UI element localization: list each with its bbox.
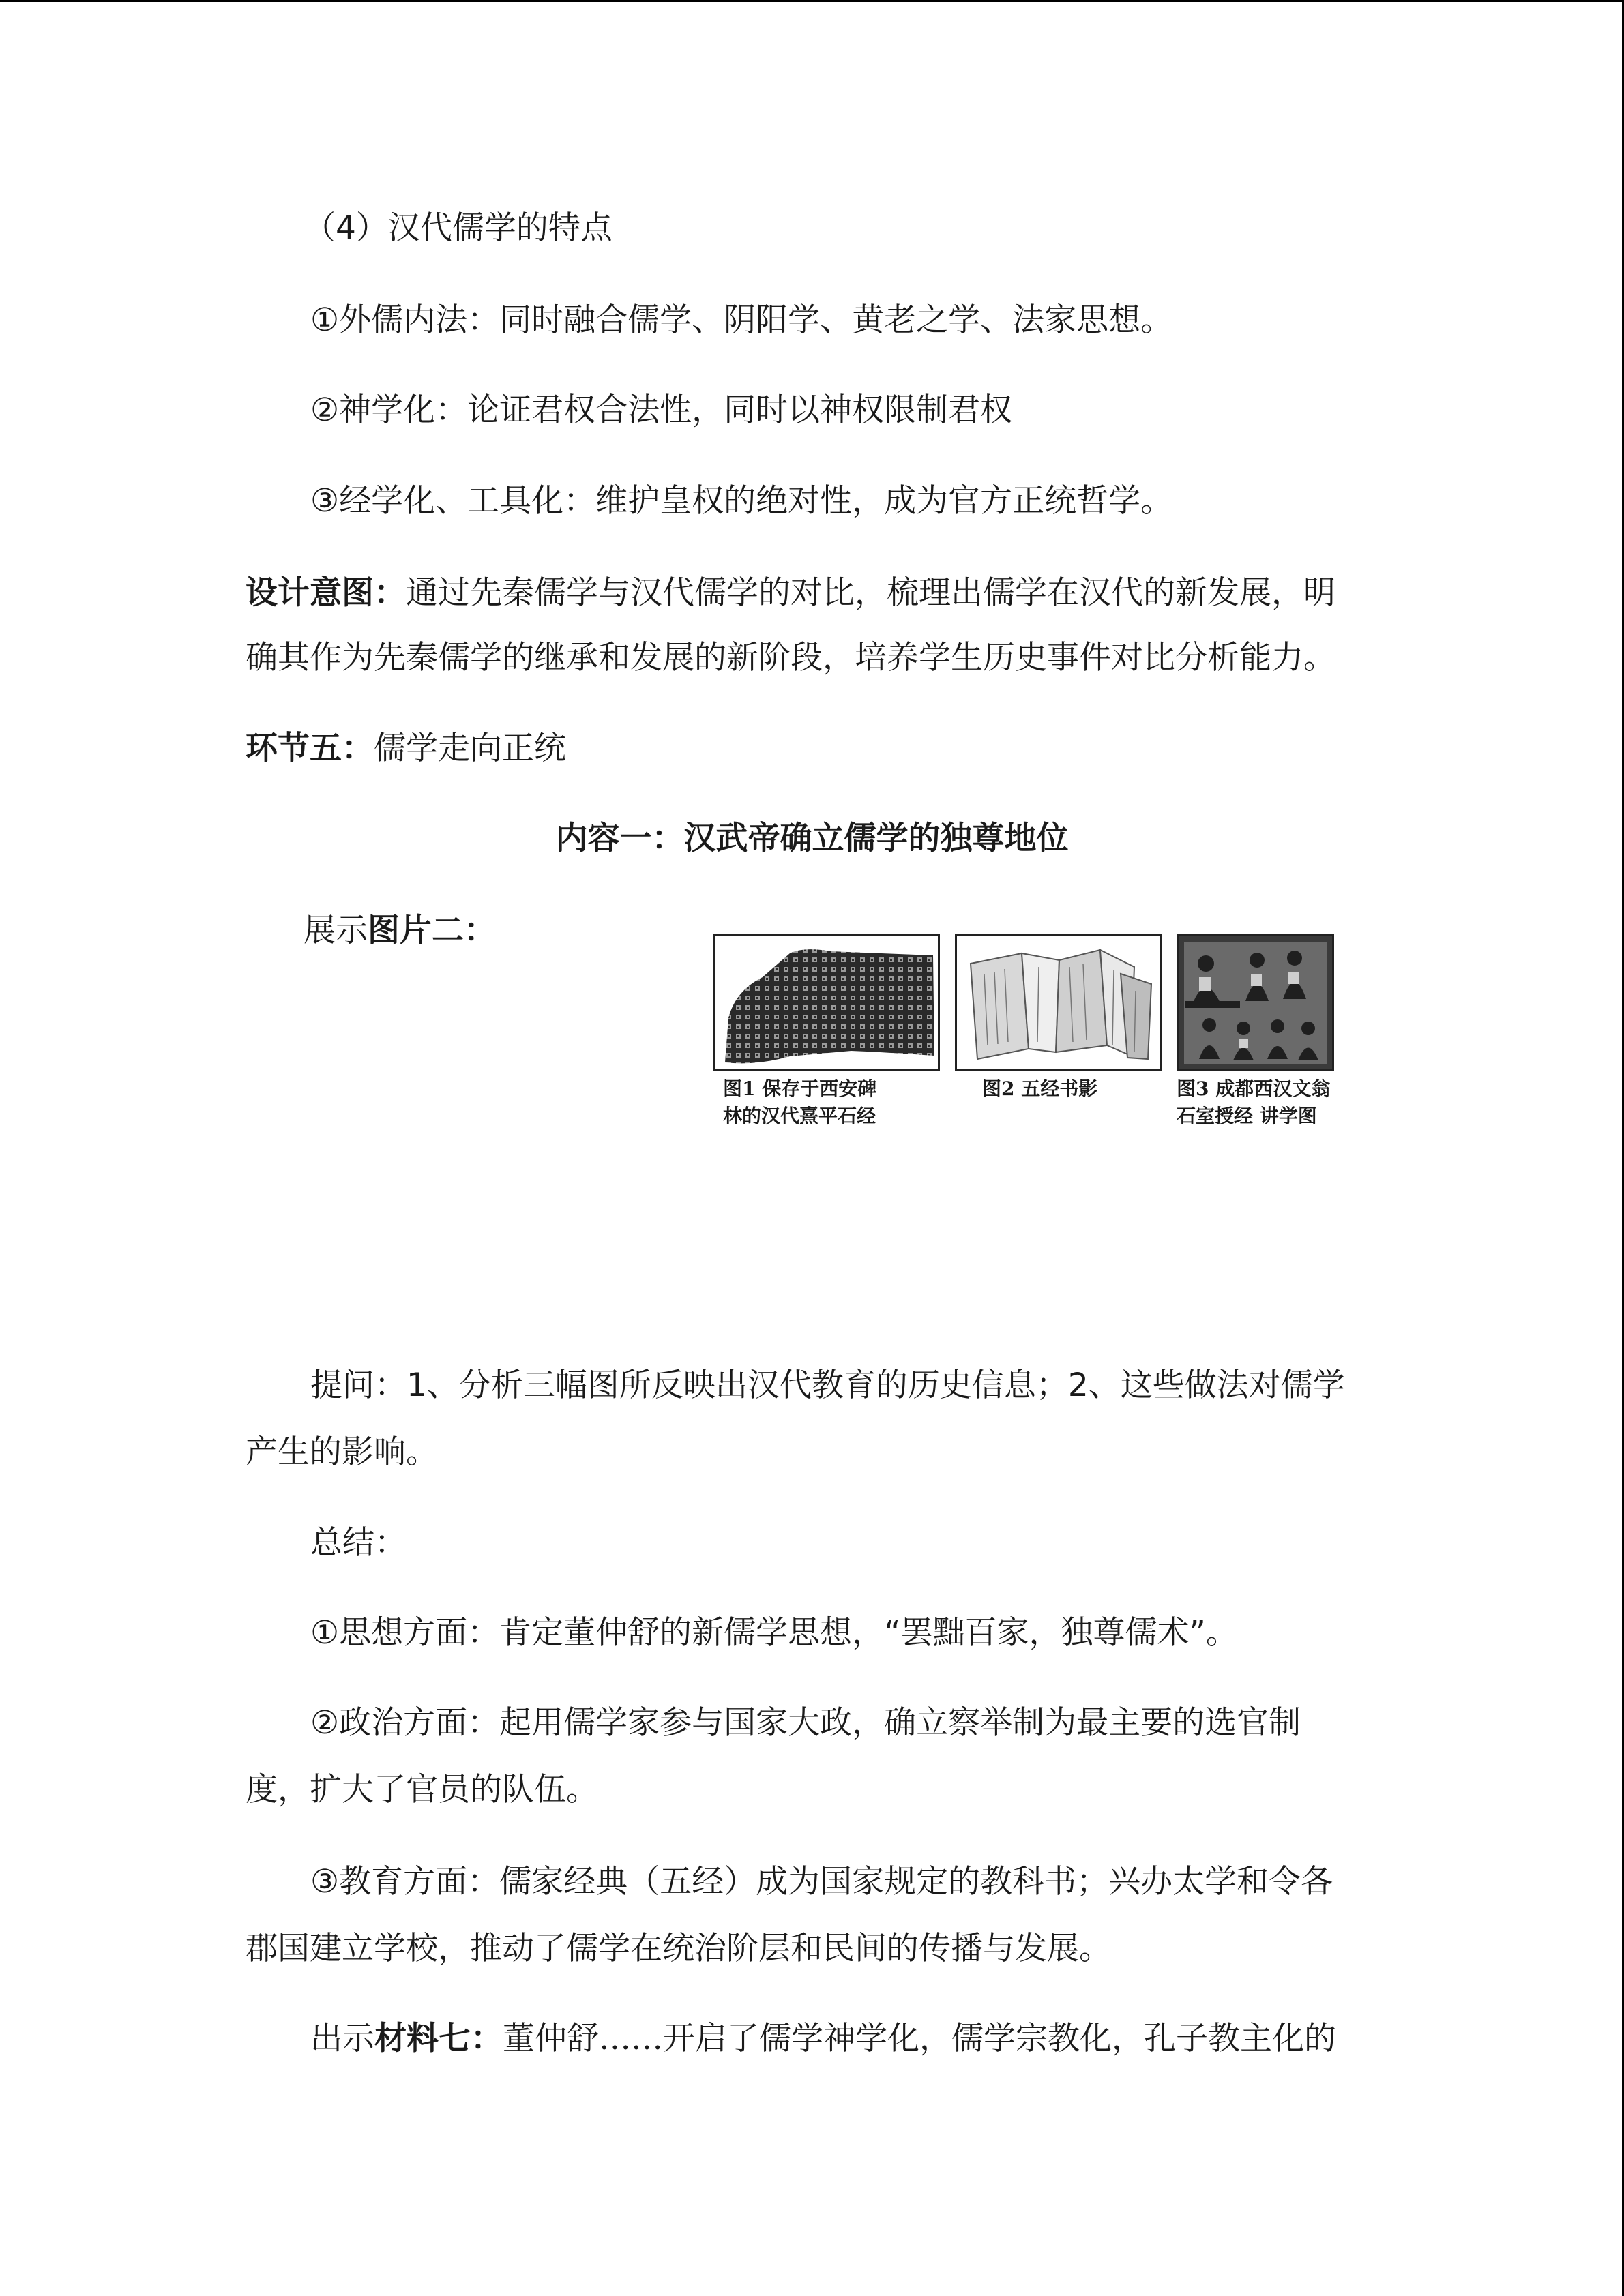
feature-point-2: ②神学化：论证君权合法性，同时以神权限制君权 <box>310 391 1013 429</box>
material-seven-line <box>310 2018 1336 2059</box>
material-seven-text: 董仲舒……开启了儒学神学化，儒学宗教化，孔子教主化的 <box>503 2020 1336 2057</box>
section-five-title: 儒学走向正统 <box>374 730 566 767</box>
figure-1-caption-line-1: 图1 保存于西安碑 <box>723 1077 877 1100</box>
summary-point-2-line-1: ②政治方面：起用儒学家参与国家大政，确立察举制为最主要的选官制 <box>310 1704 1301 1742</box>
show-picture-two <box>304 910 496 951</box>
open-books-icon <box>957 936 1160 1069</box>
summary-label: 总结： <box>310 1524 407 1562</box>
summary-point-3-line-2: 郡国建立学校，推动了儒学在统治阶层和民间的传播与发展。 <box>246 1930 1111 1967</box>
figure-3-caption-line-1: 图3 成都西汉文翁 <box>1177 1077 1331 1100</box>
feature-point-3: ③经学化、工具化：维护皇权的绝对性，成为官方正统哲学。 <box>310 482 1173 520</box>
summary-point-1: ①思想方面：肯定董仲舒的新儒学思想，“罢黜百家，独尊儒术”。 <box>310 1614 1238 1652</box>
top-border <box>0 0 1624 2</box>
feature-point-1: ①外儒内法：同时融合儒学、阴阳学、黄老之学、法家思想。 <box>310 301 1173 339</box>
picture-two-label: 图片二： <box>368 912 496 949</box>
figure-3-caption-line-2: 石室授经 讲学图 <box>1177 1105 1317 1127</box>
figure-1-image <box>713 934 940 1071</box>
section-five-heading <box>246 728 566 769</box>
question-line-2: 产生的影响。 <box>246 1433 438 1471</box>
heading-han-confucianism-features: （4）汉代儒学的特点 <box>304 209 612 247</box>
figure-3-image <box>1177 934 1334 1071</box>
figure-2-image <box>955 934 1162 1071</box>
figure-1-caption-line-2: 林的汉代熹平石经 <box>723 1105 876 1127</box>
stone-tablet-rubbing-icon <box>715 936 938 1069</box>
summary-point-3-line-1: ③教育方面：儒家经典（五经）成为国家规定的教科书；兴办太学和令各 <box>310 1863 1333 1900</box>
design-intent-label: 设计意图： <box>246 574 406 612</box>
design-intent-text-1: 通过先秦儒学与汉代儒学的对比，梳理出儒学在汉代的新发展，明 <box>406 574 1335 612</box>
section-five-label: 环节五： <box>246 730 374 767</box>
material-seven-label: 材料七： <box>374 2020 503 2057</box>
summary-point-2-line-2: 度，扩大了官员的队伍。 <box>246 1771 598 1808</box>
question-line-1: 提问：1、分析三幅图所反映出汉代教育的历史信息；2、这些做法对儒学 <box>310 1367 1345 1404</box>
material-prefix: 出示 <box>310 2020 374 2057</box>
figure-2-caption: 图2 五经书影 <box>982 1077 1098 1100</box>
show-prefix: 展示 <box>304 912 368 949</box>
design-intent-line-1 <box>246 573 1335 614</box>
design-intent-line-2: 确其作为先秦儒学的继承和发展的新阶段，培养学生历史事件对比分析能力。 <box>246 639 1335 676</box>
lecture-scene-rubbing-icon <box>1179 936 1332 1069</box>
content-one-title: 内容一：汉武帝确立儒学的独尊地位 <box>555 820 1069 857</box>
